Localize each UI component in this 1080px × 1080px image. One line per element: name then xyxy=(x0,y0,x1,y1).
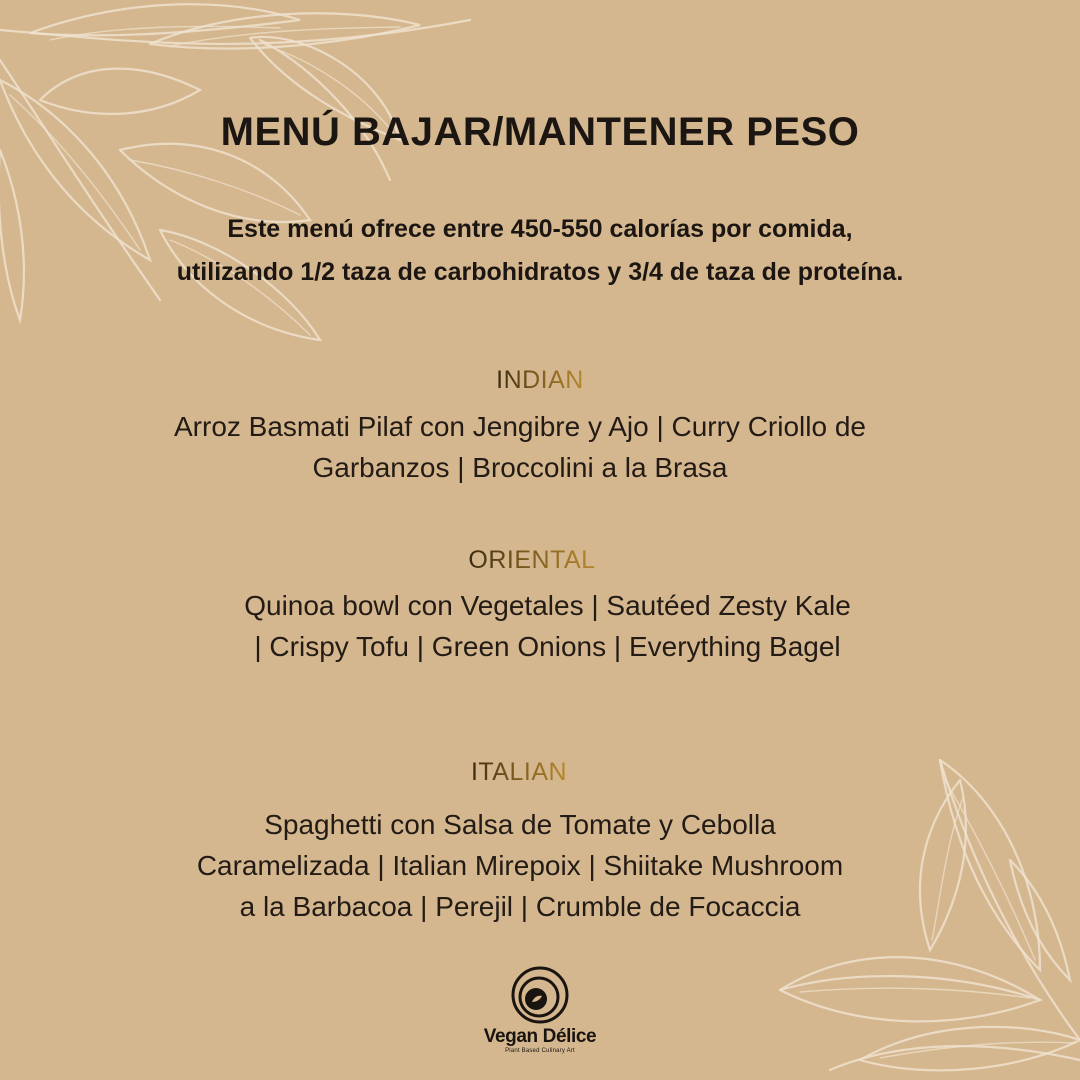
menu-line: Spaghetti con Salsa de Tomate y Cebolla xyxy=(264,809,776,840)
section-title-oriental-text: ORIENTAL xyxy=(468,546,596,574)
brand-logo xyxy=(440,966,640,1066)
menu-line: Arroz Basmati Pilaf con Jengibre y Ajo | Curry Criollo de xyxy=(174,411,866,442)
section-body-indian xyxy=(40,406,1000,488)
menu-line: a la Barbacoa | Perejil | Crumble de Focaccia xyxy=(239,891,801,922)
page-subtitle xyxy=(60,208,1020,294)
menu-line: Quinoa bowl con Vegetales | Sautéed Zesty Kale xyxy=(244,590,851,621)
brand-name: Vegan Délice xyxy=(483,1026,597,1047)
section-title-indian xyxy=(0,366,1080,395)
section-title-italian-text: ITALIAN xyxy=(470,758,568,786)
leaf-illustration-top-left-icon xyxy=(0,0,480,360)
menu-line: Garbanzos | Broccolini a la Brasa xyxy=(312,452,728,483)
section-title-italian xyxy=(0,758,1059,787)
section-body-italian xyxy=(40,804,1000,927)
menu-line: Caramelizada | Italian Mirepoix | Shiitake Mushroom xyxy=(196,850,844,881)
subtitle-line-2: utilizando 1/2 taza de carbohidratos y 3/4 de taza de proteína. xyxy=(176,258,904,286)
menu-line: | Crispy Tofu | Green Onions | Everything Bagel xyxy=(254,631,841,662)
section-title-indian-text: INDIAN xyxy=(496,366,584,394)
page-title: MENÚ BAJAR/MANTENER PESO xyxy=(220,110,860,154)
section-body-oriental xyxy=(60,585,1035,667)
subtitle-line-1: Este menú ofrece entre 450-550 calorías por comida, xyxy=(227,215,853,243)
circle-leaf-logo-icon xyxy=(511,966,569,1024)
brand-tagline: Plant Based Culinary Art xyxy=(505,1048,575,1054)
section-title-oriental xyxy=(0,546,1072,575)
